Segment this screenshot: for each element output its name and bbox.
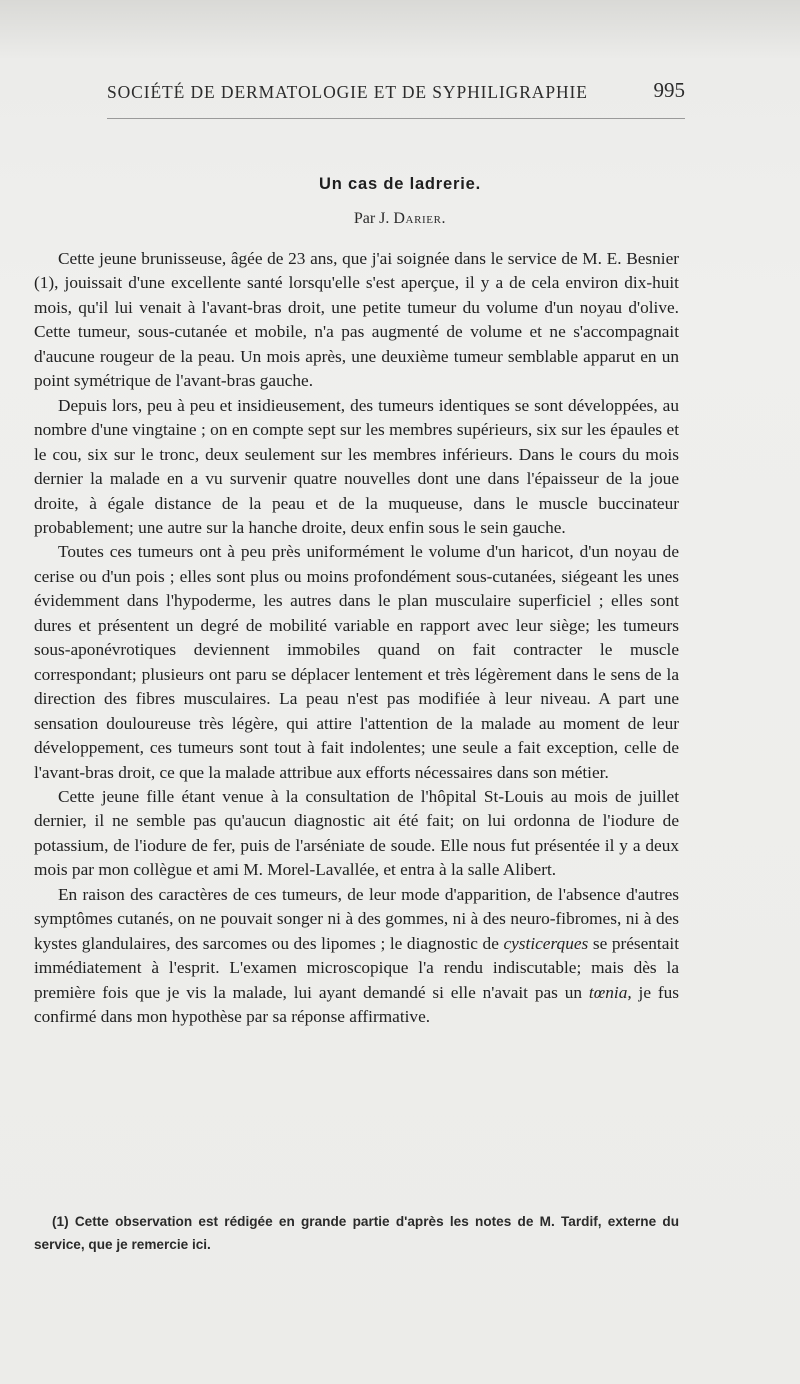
paragraph-4-text: Cette jeune fille étant venue à la consultation de l'hôpital St-Louis au mois de juillet dernier, il ne semble pas qu'aucun diagnostic ait été fait; on lui ordonna de l'iodure de potassium, de l'iodure de fer, puis de l'arséniate de soude. Elle nous fut présentée il y a deux mois par mon collègue et ami M. Morel-Lavallée, et entra à la salle Alibert. bbox=[34, 786, 679, 880]
paragraph-5-text-b: se présentait immédiatement à l'esprit. L'examen microscopique l'a rendu indiscutable; mais dès la première fois que je vis la malade, lui ayant demandé si elle n'avait pas un bbox=[34, 933, 680, 1002]
paragraph-1 bbox=[34, 247, 679, 394]
italic-term-cysticerques: cysticerques bbox=[503, 933, 589, 953]
paragraph-5-text-c: je fus confirmé dans mon hypothèse par sa réponse affirmative. bbox=[34, 982, 680, 1027]
page-number: 995 bbox=[653, 78, 685, 102]
article-title: Un cas de ladrerie. bbox=[319, 175, 481, 193]
italic-term-taenia: tœnia, bbox=[588, 982, 632, 1002]
paragraph-3 bbox=[34, 540, 679, 785]
article-body bbox=[34, 247, 679, 1030]
byline bbox=[0, 210, 800, 228]
byline-prefix: Par J. bbox=[353, 210, 394, 227]
paragraph-3-text: Toutes ces tumeurs ont à peu près uniformément le volume d'un haricot, d'un noyau de cerise ou d'un pois ; elles sont plus ou moins profondément sous-cutanées, siégeant les unes évidemment dans l'hypoderme, les autres dans le plan musculaire superficiel ; elles sont dures et présentent un degré de mobilité variable en rapport avec leur siège; les tumeurs sous-aponévrotiques deviennent immobiles quand on fait contracter le muscle correspondant; plusieurs ont paru se déplacer lentement et très légèrement dans le sens de la direction des fibres musculaires. La peau n'est pas modifiée à leur niveau. A part une sensation douloureuse très légère, qui attire l'attention de la malade au moment de leur développement, ces tumeurs sont tout à fait indolentes; une seule a fait exception, celle de l'avant-bras droit, ce que la malade attribue aux efforts nécessaires dans son métier. bbox=[34, 542, 679, 782]
running-head bbox=[107, 76, 685, 110]
paragraph-1-text: Cette jeune brunisseuse, âgée de 23 ans, que j'ai soignée dans le service de M. E. Besnier (1), jouissait d'une excellente santé lorsqu'elle s'est aperçue, il y a de cela environ dix-huit mois, qu'il lui venait à l'avant-bras droit, une petite tumeur du volume d'un noyau d'olive. Cette tumeur, sous-cutanée et mobile, n'a pas augmenté de volume et ne s'accompagnait d'aucune rougeur de la peau. Un mois après, une deuxième tumeur semblable apparut en un point symétrique de l'avant-bras gauche. bbox=[34, 249, 679, 391]
footnote-text: (1) Cette observation est rédigée en grande partie d'après les notes de M. Tardif, externe du service, que je remercie ici. bbox=[34, 1214, 679, 1252]
footnote bbox=[34, 1210, 679, 1256]
paragraph-2-text: Depuis lors, peu à peu et insidieusement, des tumeurs identiques se sont développées, au nombre d'une vingtaine ; on en compte sept sur les membres supérieurs, six sur les épaules et le cou, six sur le tronc, deux seulement sur les membres inférieurs. Dans le cours du mois dernier la malade en a vu survenir quatre nouvelles dont une dans l'épaisseur de la joue droite, à égale distance de la peau et de la muqueuse, dans le muscle buccinateur probablement; une autre sur la hanche droite, deux enfin sous le sein gauche. bbox=[34, 395, 679, 537]
paragraph-5-text-a: En raison des caractères de ces tumeurs, de leur mode d'apparition, de l'absence d'autres symptômes cutanés, on ne pouvait songer ni à des gommes, ni à des neuro-fibromes, ni à des kystes glandulaires, des sarcomes ou des lipomes ; le diagnostic de bbox=[34, 884, 679, 953]
paragraph-5 bbox=[34, 883, 679, 1030]
author-name: Darier. bbox=[393, 210, 447, 227]
running-head-title: SOCIÉTÉ DE DERMATOLOGIE ET DE SYPHILIGRAPHIE bbox=[107, 82, 588, 102]
paragraph-4 bbox=[34, 785, 679, 883]
paragraph-2 bbox=[34, 394, 679, 541]
header-rule bbox=[107, 118, 685, 119]
